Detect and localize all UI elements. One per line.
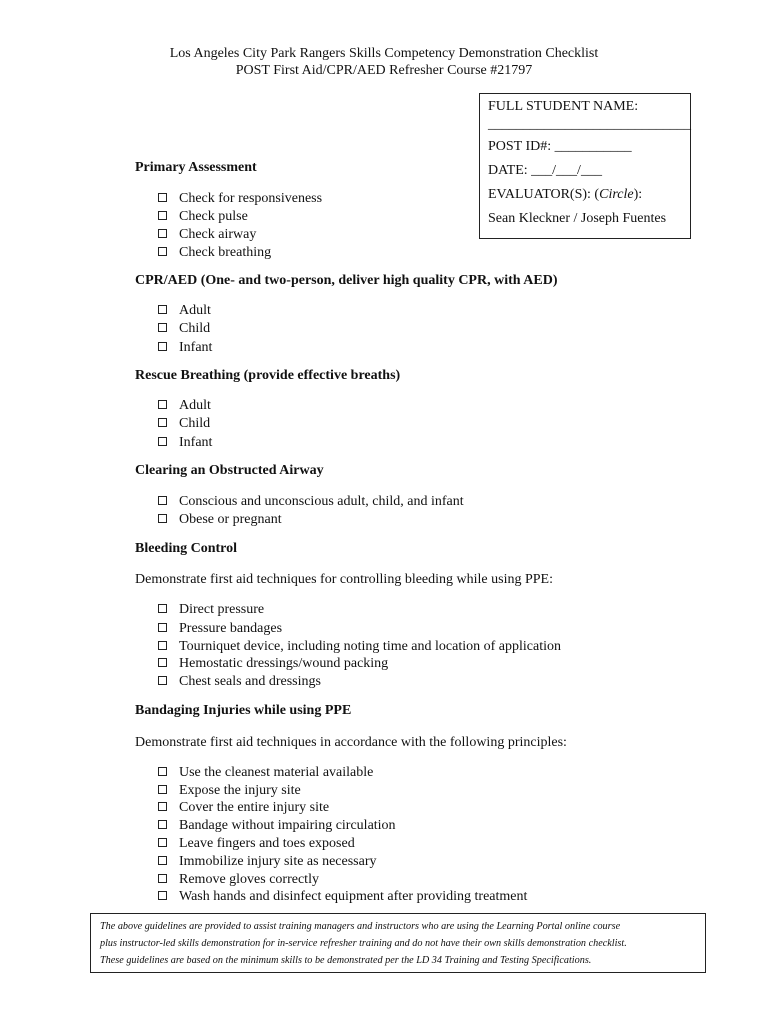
checkbox[interactable] xyxy=(158,820,167,829)
checkbox[interactable] xyxy=(158,211,167,220)
checkbox[interactable] xyxy=(158,496,167,505)
checkbox[interactable] xyxy=(158,623,167,632)
student-name-label: FULL STUDENT NAME: xyxy=(488,99,639,114)
checkbox[interactable] xyxy=(158,856,167,865)
checkbox[interactable] xyxy=(158,802,167,811)
section-title-cpr-aed: CPR/AED (One- and two-person, deliver high quality CPR, with AED) xyxy=(135,273,558,288)
checkbox[interactable] xyxy=(158,641,167,650)
section-title-obstructed-airway: Clearing an Obstructed Airway xyxy=(135,463,324,478)
checkbox[interactable] xyxy=(158,400,167,409)
section-title-bandaging-injuries: Bandaging Injuries while using PPE xyxy=(135,703,352,718)
checkbox[interactable] xyxy=(158,323,167,332)
checklist-item[interactable]: Wash hands and disinfect equipment after providing treatment xyxy=(158,888,527,906)
checkbox[interactable] xyxy=(158,418,167,427)
checklist-item[interactable]: Leave fingers and toes exposed xyxy=(158,835,355,853)
evaluator-label: EVALUATOR(S): (Circle): xyxy=(488,187,643,202)
section-title-bleeding-control: Bleeding Control xyxy=(135,541,238,556)
checkbox[interactable] xyxy=(158,305,167,314)
checklist-item[interactable]: Check for responsiveness xyxy=(158,190,322,208)
section-title-primary-assessment: Primary Assessment xyxy=(135,160,257,175)
checkbox[interactable] xyxy=(158,874,167,883)
checklist-item[interactable]: Infant xyxy=(158,339,212,357)
evaluator-names[interactable]: Sean Kleckner / Joseph Fuentes xyxy=(488,211,667,226)
checkbox[interactable] xyxy=(158,437,167,446)
checklist-item[interactable]: Pressure bandages xyxy=(158,620,282,638)
document-header xyxy=(0,45,768,79)
checklist-item[interactable]: Check breathing xyxy=(158,244,271,262)
checkbox[interactable] xyxy=(158,604,167,613)
checklist-item[interactable]: Hemostatic dressings/wound packing xyxy=(158,655,388,673)
checkbox[interactable] xyxy=(158,229,167,238)
checkbox[interactable] xyxy=(158,676,167,685)
disclaimer-line: These guidelines are based on the minimum skills to be demonstrated per the LD 34 Training and Testing Specifications. xyxy=(100,955,592,966)
student-name-field[interactable]: _____________________________ xyxy=(488,117,691,132)
checklist-item[interactable]: Cover the entire injury site xyxy=(158,799,329,817)
date-field[interactable]: DATE: ___/___/___ xyxy=(488,163,602,178)
checkbox[interactable] xyxy=(158,785,167,794)
checklist-item[interactable]: Infant xyxy=(158,434,212,452)
post-id-field[interactable]: POST ID#: ___________ xyxy=(488,139,632,154)
disclaimer-line: plus instructor-led skills demonstration for in-service refresher training and do not have their own skills demonstration checklist. xyxy=(100,938,627,949)
document-subtitle: POST First Aid/CPR/AED Refresher Course #21797 xyxy=(235,63,533,78)
checklist-item[interactable]: Check airway xyxy=(158,226,256,244)
checklist-item[interactable]: Child xyxy=(158,415,210,433)
checklist-item[interactable]: Adult xyxy=(158,302,211,320)
checklist-item[interactable]: Direct pressure xyxy=(158,601,264,619)
checkbox[interactable] xyxy=(158,891,167,900)
checkbox[interactable] xyxy=(158,193,167,202)
disclaimer-box xyxy=(90,913,706,973)
checklist-item[interactable]: Adult xyxy=(158,397,211,415)
checklist-item[interactable]: Remove gloves correctly xyxy=(158,871,319,889)
checklist-item[interactable]: Obese or pregnant xyxy=(158,511,282,529)
document-title: Los Angeles City Park Rangers Skills Competency Demonstration Checklist xyxy=(169,46,599,61)
checklist-item[interactable]: Tourniquet device, including noting time and location of application xyxy=(158,638,561,656)
checkbox[interactable] xyxy=(158,767,167,776)
bandaging-intro: Demonstrate first aid techniques in accordance with the following principles: xyxy=(135,735,567,750)
checkbox[interactable] xyxy=(158,514,167,523)
checklist-item[interactable]: Check pulse xyxy=(158,208,248,226)
checkbox[interactable] xyxy=(158,247,167,256)
checkbox[interactable] xyxy=(158,658,167,667)
checklist-item[interactable]: Child xyxy=(158,320,210,338)
checklist-item[interactable]: Use the cleanest material available xyxy=(158,764,373,782)
checklist-item[interactable]: Chest seals and dressings xyxy=(158,673,321,691)
evaluator-circle-note: Circle xyxy=(599,187,634,202)
checklist-item[interactable]: Expose the injury site xyxy=(158,782,301,800)
section-title-rescue-breathing: Rescue Breathing (provide effective breaths) xyxy=(135,368,401,383)
checkbox[interactable] xyxy=(158,342,167,351)
checklist-item[interactable]: Immobilize injury site as necessary xyxy=(158,853,377,871)
checklist-item[interactable]: Conscious and unconscious adult, child, and infant xyxy=(158,493,464,511)
checklist-item[interactable]: Bandage without impairing circulation xyxy=(158,817,396,835)
student-info-box xyxy=(479,93,691,239)
disclaimer-line: The above guidelines are provided to assist training managers and instructors who are using the Learning Portal online course xyxy=(100,921,621,932)
bleeding-control-intro: Demonstrate first aid techniques for controlling bleeding while using PPE: xyxy=(135,572,553,587)
checkbox[interactable] xyxy=(158,838,167,847)
